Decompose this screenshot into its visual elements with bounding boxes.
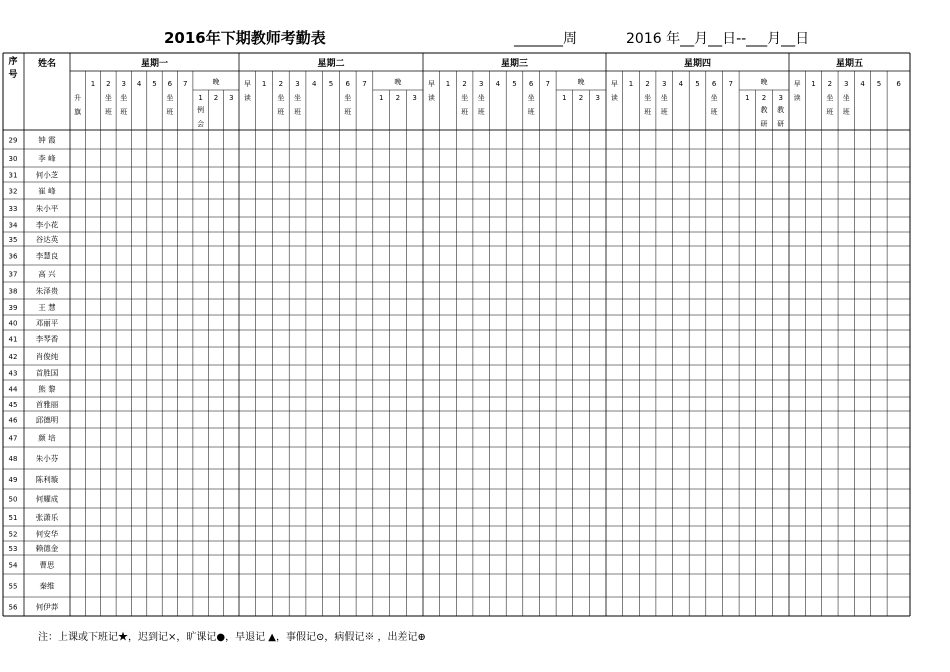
period-label: 班	[477, 108, 485, 116]
row-name: 陈利璇	[35, 475, 59, 484]
period-number: 2	[645, 80, 650, 88]
period-number: 2	[278, 80, 284, 88]
period-number: 2	[395, 94, 401, 102]
week-field: _______周	[514, 31, 577, 47]
period-label: 班	[527, 108, 535, 116]
period-number: 4	[312, 80, 317, 88]
period-number: 1	[261, 80, 267, 88]
page-title: 2016年下期教师考勤表	[164, 29, 326, 47]
period-label: 坐	[120, 94, 128, 102]
row-name: 何小芝	[35, 170, 59, 180]
row-name: 李琴香	[35, 334, 59, 344]
row-name: 何伊莽	[35, 602, 59, 612]
period-label: 班	[660, 108, 668, 116]
row-seq: 34	[8, 221, 18, 230]
period-number: 5	[695, 80, 700, 88]
row-name: 崔 峰	[38, 186, 56, 196]
evening-header: 晚	[577, 78, 585, 86]
row-seq: 44	[8, 385, 18, 394]
period-number: 早	[610, 80, 618, 88]
period-label: 班	[344, 108, 352, 116]
period-label: 坐	[461, 94, 469, 102]
row-name: 张潇乐	[35, 513, 59, 522]
period-label: 坐	[527, 94, 535, 102]
period-number: 3	[121, 80, 127, 88]
row-name: 朱小平	[35, 204, 59, 213]
period-label: 会	[197, 120, 205, 128]
period-number: 4	[860, 80, 865, 88]
period-number: 2	[761, 94, 767, 102]
row-seq: 54	[8, 561, 18, 570]
row-seq: 48	[8, 455, 18, 463]
period-number: 6	[896, 80, 901, 88]
row-seq: 53	[8, 545, 18, 553]
period-number: 3	[229, 94, 234, 102]
row-seq: 38	[8, 287, 18, 296]
row-name: 朱小芬	[35, 454, 59, 463]
row-seq: 51	[8, 514, 18, 522]
row-seq: 40	[8, 319, 18, 328]
period-number: 5	[512, 80, 517, 88]
period-label: 班	[461, 108, 469, 116]
date-range-field: 2016 年__月__日--___月__日	[626, 31, 810, 47]
period-number: 3	[595, 94, 600, 102]
period-label: 坐	[660, 94, 668, 102]
seq-header: 号	[8, 70, 18, 80]
period-label: 教	[760, 106, 768, 114]
row-seq: 37	[8, 270, 18, 279]
row-seq: 55	[8, 582, 18, 591]
period-number: 6	[528, 80, 534, 88]
period-number: 1	[198, 94, 203, 102]
seq-header: 序	[8, 57, 18, 67]
day-header-3: 星期三	[500, 59, 529, 69]
row-seq: 32	[8, 187, 18, 196]
period-number: 3	[843, 80, 849, 88]
row-name: 赖德金	[35, 544, 59, 553]
row-seq: 36	[8, 252, 18, 261]
period-label: 班	[104, 108, 112, 116]
evening-header: 晚	[394, 78, 402, 86]
row-name: 王 慧	[38, 303, 56, 312]
period-number: 3	[478, 80, 484, 88]
period-label: 坐	[166, 94, 174, 102]
period-number: 7	[545, 80, 551, 88]
period-label: 研	[760, 120, 768, 128]
row-seq: 31	[8, 171, 18, 180]
period-label: 升	[74, 94, 82, 102]
period-number: 早	[427, 80, 435, 88]
period-number: 1	[562, 94, 567, 102]
row-name: 首雅丽	[35, 400, 59, 409]
row-seq: 42	[8, 353, 18, 361]
row-name: 谷达英	[35, 235, 59, 244]
row-name: 李慧良	[35, 251, 59, 261]
evening-header: 晚	[212, 78, 220, 86]
row-seq: 52	[8, 530, 18, 539]
row-seq: 33	[8, 205, 18, 213]
name-header: 姓名	[37, 59, 57, 69]
row-seq: 45	[8, 401, 18, 409]
row-name: 钟 霞	[38, 135, 56, 145]
row-name: 邓丽平	[35, 318, 59, 328]
period-label: 班	[294, 108, 302, 116]
row-name: 李小花	[35, 220, 59, 230]
period-number: 1	[378, 94, 384, 102]
period-number: 5	[876, 80, 882, 88]
period-number: 1	[628, 80, 634, 88]
period-label: 坐	[842, 94, 850, 102]
legend-note: 注：上课或下班记★，迟到记×，旷课记●，早退记 ▲，事假记⊙，病假记※ ，出差记⊕	[38, 632, 426, 643]
period-number: 1	[445, 80, 451, 88]
period-label: 教	[777, 106, 785, 114]
row-seq: 35	[8, 236, 18, 244]
period-label: 坐	[644, 94, 652, 102]
period-label: 坐	[477, 94, 485, 102]
period-number: 2	[827, 80, 833, 88]
row-name: 何安华	[35, 529, 59, 539]
period-number: 6	[345, 80, 350, 88]
row-seq: 43	[8, 369, 18, 378]
period-label: 班	[710, 108, 718, 116]
period-number: 6	[167, 80, 173, 88]
period-number: 6	[711, 80, 717, 88]
period-label: 坐	[344, 94, 352, 102]
period-number: 3	[295, 80, 300, 88]
period-label: 旗	[74, 108, 82, 116]
period-number: 7	[728, 80, 734, 88]
row-seq: 39	[8, 304, 18, 312]
period-label: 读	[427, 94, 435, 102]
period-label: 班	[826, 108, 834, 116]
row-name: 朱泽贵	[35, 286, 59, 296]
period-label: 坐	[294, 94, 302, 102]
period-number: 2	[578, 94, 584, 102]
period-number: 7	[362, 80, 367, 88]
period-number: 4	[136, 80, 142, 88]
row-name: 李 峰	[38, 154, 56, 163]
row-name: 高 兴	[38, 269, 56, 279]
period-number: 早	[243, 80, 251, 88]
period-number: 3	[778, 94, 783, 102]
day-header-5: 星期五	[835, 59, 864, 69]
row-name: 秦维	[39, 581, 55, 591]
period-number: 5	[328, 80, 334, 88]
period-label: 研	[777, 120, 785, 128]
row-name: 邱德明	[35, 415, 59, 425]
period-number: 1	[90, 80, 96, 88]
row-seq: 47	[8, 434, 18, 443]
period-label: 坐	[104, 94, 112, 102]
evening-header: 晚	[760, 78, 768, 86]
row-name: 曹思	[39, 560, 55, 570]
period-label: 例	[197, 106, 205, 114]
period-label: 坐	[826, 94, 834, 102]
row-name: 首胜国	[35, 368, 59, 378]
row-name: 何耀成	[35, 494, 59, 504]
period-label: 班	[166, 108, 174, 116]
period-label: 坐	[710, 94, 718, 102]
period-label: 班	[277, 108, 285, 116]
period-label: 读	[793, 94, 801, 102]
period-number: 5	[152, 80, 157, 88]
period-number: 2	[106, 80, 111, 88]
row-seq: 50	[8, 495, 18, 504]
period-number: 2	[462, 80, 467, 88]
day-header-1: 星期一	[140, 59, 169, 69]
day-header-4: 星期四	[683, 59, 712, 69]
row-seq: 49	[8, 476, 18, 484]
row-seq: 46	[8, 416, 18, 425]
period-label: 读	[243, 94, 251, 102]
period-number: 4	[495, 80, 501, 88]
row-name: 肖俊纯	[35, 352, 59, 361]
row-seq: 29	[8, 136, 18, 145]
row-seq: 56	[8, 603, 18, 612]
period-number: 3	[661, 80, 667, 88]
period-label: 坐	[277, 94, 285, 102]
day-header-2: 星期二	[317, 59, 345, 69]
period-number: 4	[678, 80, 684, 88]
period-label: 读	[610, 94, 618, 102]
period-number: 3	[412, 94, 417, 102]
period-number: 1	[811, 80, 816, 88]
period-number: 2	[213, 94, 219, 102]
period-label: 班	[120, 108, 128, 116]
row-seq: 30	[8, 155, 18, 163]
period-label: 班	[842, 108, 850, 116]
period-label: 班	[644, 108, 652, 116]
period-number: 早	[793, 80, 801, 88]
row-name: 颜 培	[38, 433, 56, 443]
period-number: 1	[745, 94, 750, 102]
period-number: 7	[182, 80, 188, 88]
row-seq: 41	[8, 335, 18, 344]
row-name: 熊 黎	[38, 384, 56, 394]
